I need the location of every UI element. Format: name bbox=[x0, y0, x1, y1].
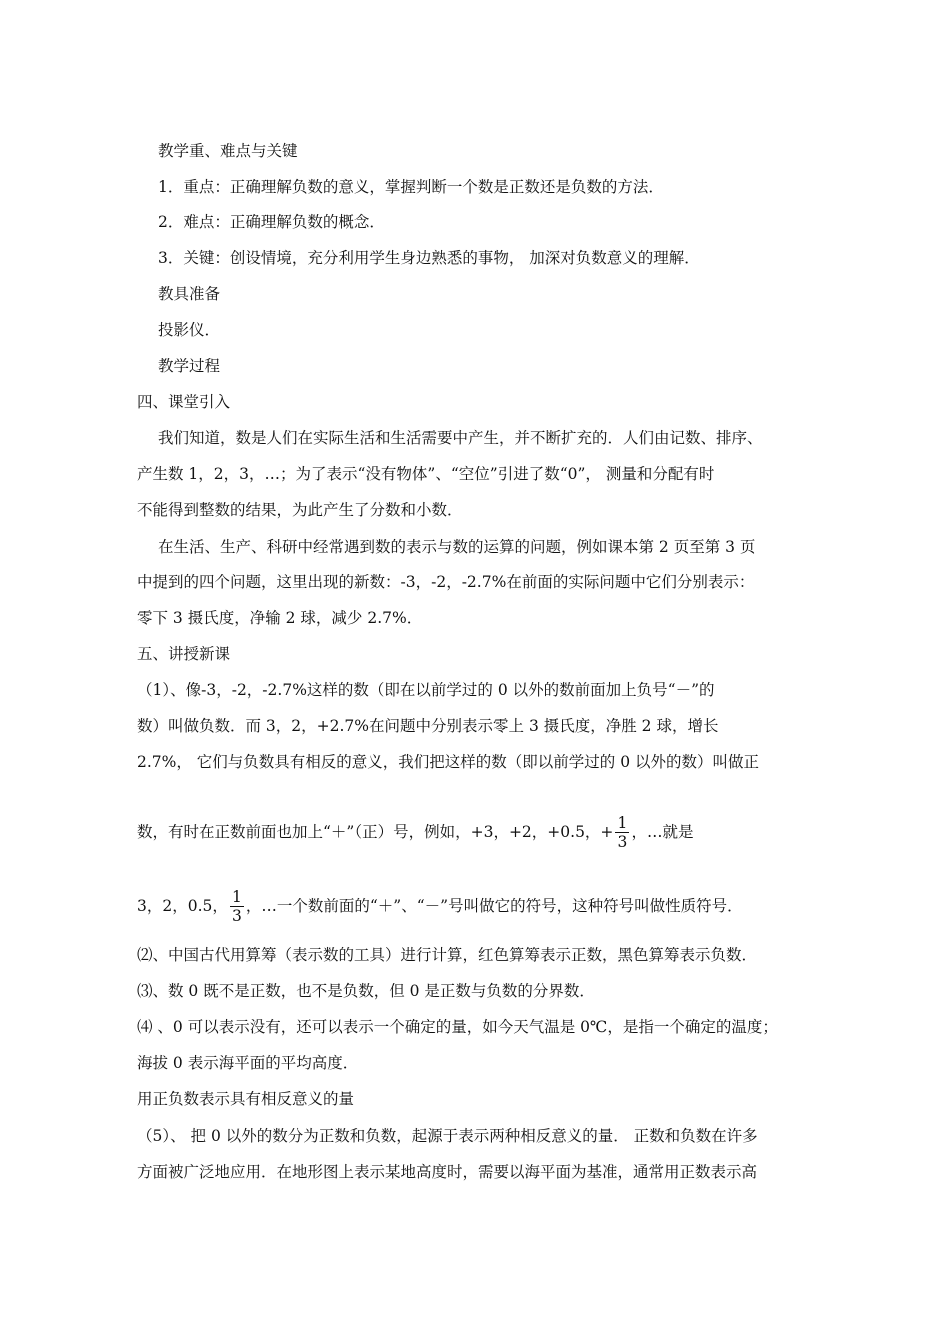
paragraph: 我们知道，数是人们在实际生活和生活需要中产生，并不断扩充的．人们由记数、排序、 bbox=[158, 429, 763, 447]
fraction-denominator: 3 bbox=[231, 906, 242, 925]
paragraph: 在生活、生产、科研中经常遇到数的表示与数的运算的问题，例如课本第 2 页至第 3 页 bbox=[158, 538, 756, 556]
paragraph: 1．重点：正确理解负数的意义，掌握判断一个数是正数还是负数的方法． bbox=[158, 178, 664, 196]
paragraph: ⑷ 、0 可以表示没有，还可以表示一个确定的量，如今天气温是 0℃，是指一个确定的温度； bbox=[137, 1018, 778, 1036]
text-segment: ，…一个数前面的“＋”、“－”号叫做它的符号，这种符号叫做性质符号． bbox=[245, 897, 743, 915]
text-segment: 3，2，0.5， bbox=[137, 897, 228, 915]
paragraph: 中提到的四个问题，这里出现的新数：-3，-2，-2.7%在前面的实际问题中它们分别表示： bbox=[137, 573, 755, 591]
paragraph: 2．难点：正确理解负数的概念． bbox=[158, 213, 385, 231]
text-segment: 数，有时在正数前面也加上“＋”（正）号，例如，+3，+2，+0.5，+ bbox=[137, 823, 614, 841]
paragraph: 2.7%， 它们与负数具有相反的意义，我们把这样的数（即以前学过的 0 以外的数）叫做正 bbox=[137, 753, 760, 771]
fraction-one-third bbox=[615, 814, 629, 851]
section-heading: 四、课堂引入 bbox=[137, 393, 231, 411]
paragraph: 海拔 0 表示海平面的平均高度． bbox=[137, 1054, 359, 1072]
section-heading: 五、讲授新课 bbox=[137, 645, 231, 663]
heading-teaching-aids: 教具准备 bbox=[158, 285, 221, 303]
paragraph-with-fraction bbox=[137, 884, 743, 928]
paragraph: 3．关键：创设情境，充分利用学生身边熟悉的事物， 加深对负数意义的理解． bbox=[158, 249, 700, 267]
paragraph: （5）、 把 0 以外的数分为正数和负数，起源于表示两种相反意义的量． 正数和负数在许多 bbox=[137, 1127, 758, 1145]
subheading: 用正负数表示具有相反意义的量 bbox=[137, 1090, 355, 1108]
paragraph: ⑶、数 0 既不是正数，也不是负数，但 0 是正数与负数的分界数． bbox=[137, 982, 595, 1000]
paragraph: ⑵、中国古代用算筹（表示数的工具）进行计算，红色算筹表示正数，黑色算筹表示负数． bbox=[137, 946, 758, 964]
paragraph: 方面被广泛地应用．在地形图上表示某地高度时，需要以海平面为基准，通常用正数表示高 bbox=[137, 1163, 758, 1181]
text-segment: ，…就是 bbox=[631, 823, 694, 841]
fraction-numerator: 1 bbox=[231, 887, 242, 906]
fraction-one-third bbox=[230, 888, 244, 925]
fraction-denominator: 3 bbox=[617, 832, 628, 851]
fraction-numerator: 1 bbox=[617, 813, 628, 832]
paragraph: 零下 3 摄氏度，净输 2 球，减少 2.7%． bbox=[137, 609, 423, 627]
heading-key-points: 教学重、难点与关键 bbox=[158, 142, 298, 160]
paragraph: 数）叫做负数．而 3，2，+2.7%在问题中分别表示零上 3 摄氏度，净胜 2 球，增长 bbox=[137, 717, 719, 735]
paragraph-with-fraction bbox=[137, 810, 693, 854]
paragraph: （1）、像-3，-2，-2.7%这样的数（即在以前学过的 0 以外的数前面加上负号“－”的 bbox=[137, 681, 715, 699]
paragraph: 投影仪． bbox=[158, 321, 221, 339]
paragraph: 产生数 1，2，3，…；为了表示“没有物体”、“空位”引进了数“0”， 测量和分配有时 bbox=[137, 465, 715, 483]
heading-teaching-process: 教学过程 bbox=[158, 357, 221, 375]
paragraph: 不能得到整数的结果，为此产生了分数和小数． bbox=[137, 501, 463, 519]
